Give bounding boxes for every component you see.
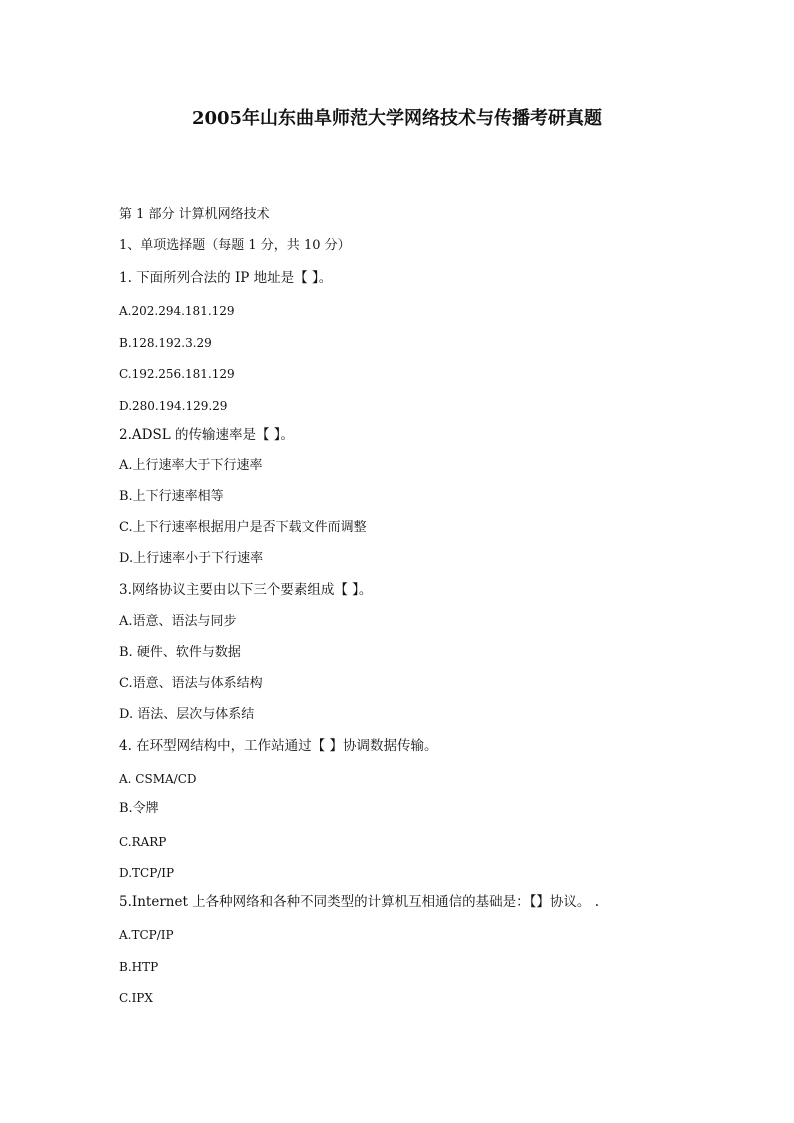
question-5: 5.Internet 上各种网络和各种不同类型的计算机互相通信的基础是：【】协议。 . xyxy=(119,894,600,910)
section-heading: 第 1 部分 计算机网络技术 xyxy=(119,207,270,222)
question-5-option-a: A.TCP/IP xyxy=(119,928,174,942)
question-4-option-c: C.RARP xyxy=(119,835,167,849)
question-3-option-b: B. 硬件、软件与数据 xyxy=(119,645,241,660)
question-3-option-d: D. 语法、层次与体系结 xyxy=(119,707,255,722)
question-1: 1. 下面所列合法的 IP 地址是【 】。 xyxy=(119,270,333,286)
document-title: 2005年山东曲阜师范大学网络技术与传播考研真题 xyxy=(191,108,603,129)
question-1-option-a: A.202.294.181.129 xyxy=(119,304,235,318)
question-2-option-c: C.上下行速率根据用户是否下载文件而调整 xyxy=(119,520,367,535)
question-4: 4. 在环型网结构中，工作站通过【 】协调数据传输。 xyxy=(119,738,438,754)
question-1-option-c: C.192.256.181.129 xyxy=(119,367,235,381)
question-5-option-b: B.HTP xyxy=(119,960,159,974)
question-2: 2.ADSL 的传输速率是【 】。 xyxy=(119,427,294,443)
question-4-option-b: B.令牌 xyxy=(119,801,159,816)
question-5-option-c: C.IPX xyxy=(119,991,153,1005)
question-1-option-d: D.280.194.129.29 xyxy=(119,399,228,413)
question-2-option-b: B.上下行速率相等 xyxy=(119,489,224,504)
question-2-option-d: D.上行速率小于下行速率 xyxy=(119,551,264,566)
question-3-option-a: A.语意、语法与同步 xyxy=(119,614,237,629)
question-3-option-c: C.语意、语法与体系结构 xyxy=(119,676,263,691)
question-1-option-b: B.128.192.3.29 xyxy=(119,336,212,350)
question-2-option-a: A.上行速率大于下行速率 xyxy=(119,458,263,473)
question-3: 3.网络协议主要由以下三个要素组成【 】。 xyxy=(119,582,373,598)
question-4-option-d: D.TCP/IP xyxy=(119,866,175,880)
subsection-heading: 1、单项选择题（每题 1 分，共 10 分） xyxy=(119,238,351,253)
question-4-option-a: A. CSMA/CD xyxy=(119,772,197,786)
